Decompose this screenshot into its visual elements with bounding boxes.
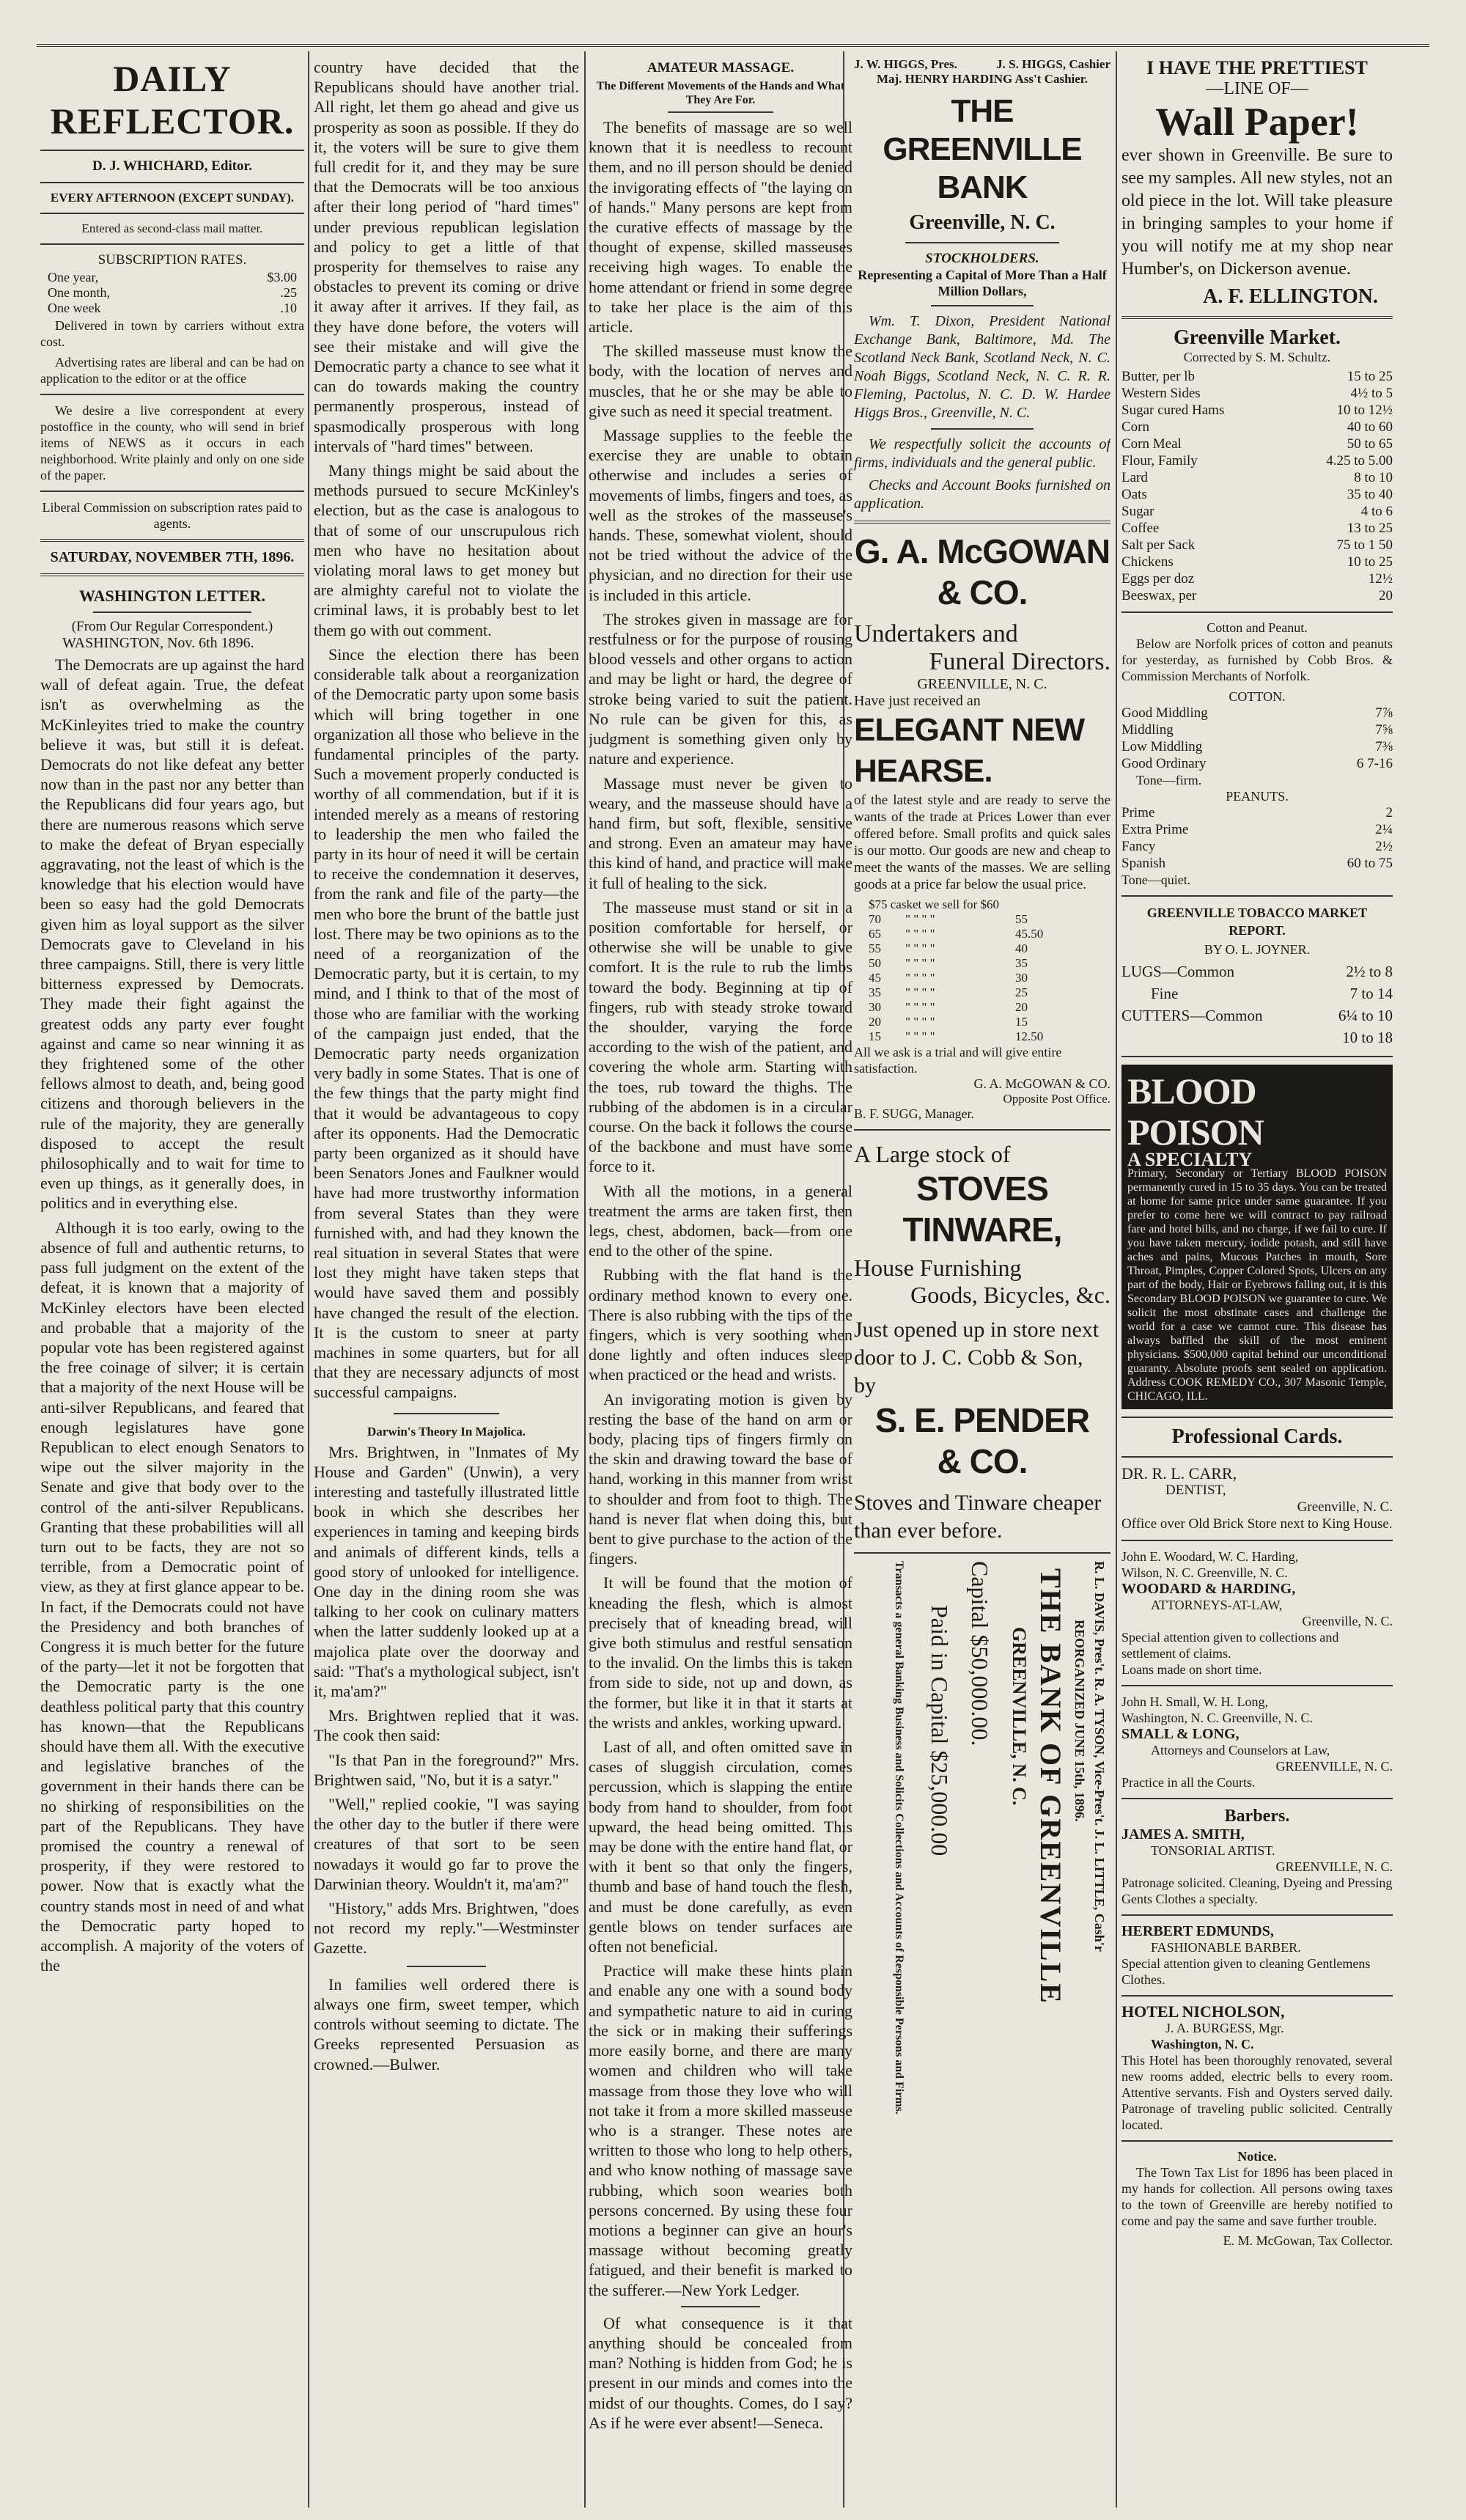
rates-note: Delivered in town by carriers without extra cost. xyxy=(40,318,304,349)
pender-cheaper: Stoves and Tinware cheaper than ever before. xyxy=(854,1491,1102,1543)
goods-line: Goods, Bicycles, &c. xyxy=(910,1282,1110,1308)
cotton-note: Below are Norfolk prices of cotton and peanuts for yesterday, as furnished by Cobb Bros. & Commission Merchants of Norfolk. xyxy=(1121,636,1393,683)
column-rule xyxy=(308,51,309,2508)
article-paragraph: Mrs. Brightwen replied that it was. The cook then said: xyxy=(314,1706,579,1745)
mcgowan-location: Opposite Post Office. xyxy=(1003,1092,1110,1106)
price-row: 30 " " " " 20 xyxy=(869,1000,1028,1014)
masthead: DAILY REFLECTOR. xyxy=(50,58,295,142)
article-dateline: WASHINGTON, Nov. 6th 1896. xyxy=(62,635,254,651)
stoves-headline: STOVES TINWARE, xyxy=(902,1169,1062,1249)
article-title: Darwin's Theory In Majolica. xyxy=(367,1424,526,1439)
bank-officers-2: Maj. HENRY HARDING Ass't Cashier. xyxy=(876,72,1089,86)
cotton-label: COTTON. xyxy=(1229,689,1286,704)
table-row: Low Middling 7⅜ xyxy=(1121,739,1393,754)
card-edmunds: HERBERT EDMUNDS, FASHIONABLE BARBER. Special attention given to cleaning Gentlemens Clothes. xyxy=(1121,1923,1371,1987)
price-row: 70 " " " " 55 xyxy=(869,912,1028,926)
bog-transacts: Transacts a general Banking Business and Solicits Collections and Accounts of Responsible Persons and Firms. xyxy=(893,1561,905,2115)
column-rule xyxy=(1116,51,1117,2508)
table-row: Extra Prime 2¼ xyxy=(1121,822,1393,837)
table-row: Sugar 4 to 6 xyxy=(1121,504,1393,519)
issue-date: SATURDAY, NOVEMBER 7TH, 1896. xyxy=(50,549,295,565)
article-paragraph: Massage supplies to the feeble the exercise they are unable to obtain otherwise and includes a series of movements of limbs, fingers and toes, as well as the strokes of the masseuse's hands. These, somewhat violent, should not be tried without the advice of the physician, and no direction for their use is included in this article. xyxy=(589,426,852,604)
price-row: 50 " " " " 35 xyxy=(869,956,1028,970)
mcgowan-city: GREENVILLE, N. C. xyxy=(917,676,1047,692)
table-row: Spanish 60 to 75 xyxy=(1121,856,1393,871)
bog-name: THE BANK OF GREENVILLE xyxy=(1034,1568,1067,2005)
peanut-tone: Tone—quiet. xyxy=(1121,873,1191,887)
article-paragraph: "Is that Pan in the foreground?" Mrs. Brightwen said, "No, but it is a satyr." xyxy=(314,1750,579,1789)
barbers-title: Barbers. xyxy=(1224,1807,1290,1826)
filler-paragraph: Of what consequence is it that anything should be concealed from man? Nothing is hidden from God; he is present in our minds and comes into the midst of our thoughts. Comes, do I say? As if he were ever absent!—Seneca. xyxy=(589,2313,852,2432)
table-row: 10 to 18 xyxy=(1342,1029,1393,1046)
trial-line: All we ask is a trial and will give entire satisfaction. xyxy=(854,1045,1062,1076)
article-paragraph: Massage must never be given to weary, and the masseuse should have a hand firm, but soft, flexible, sensitive and strong. Even an amateur may have this kind of hand, and practice will make it full of healing to the sick. xyxy=(589,774,852,892)
table-row: Fine 7 to 14 xyxy=(1151,985,1393,1002)
price-row: 20 " " " " 15 xyxy=(869,1015,1028,1029)
pender-opened: Just opened up in store next door to J. C. Cobb & Son, by xyxy=(854,1318,1100,1397)
article-title: WASHINGTON LETTER. xyxy=(79,587,265,605)
table-row: Eggs per doz 12½ xyxy=(1121,571,1393,587)
wallpaper-title: Wall Paper! xyxy=(1155,100,1359,144)
article-paragraph: The masseuse must stand or sit in a position comfortable for herself, or otherwise she will be unable to give comfort. It is the rule to rub the limbs toward the body. Beginning at tip of fingers, rub with steady stroke toward the shoulder, varying the force according to the wish of the patient, and covering the whole arm. Starting with the toes, rub toward the thighs. The rubbing of the abdomen is in a circular course. On the back it follows the course of the backbone and must have some force to it. xyxy=(589,897,852,1176)
table-row: Coffee 13 to 25 xyxy=(1121,521,1393,536)
notice-title: Notice. xyxy=(1237,2149,1277,2164)
blood-poison-specialty: A SPECIALTY xyxy=(1127,1149,1253,1170)
table-row: Good Middling 7⅞ xyxy=(1121,705,1393,721)
article-paragraph: Many things might be said about the methods pursued to secure McKinley's election, but as the case is analogous to that of some of our unscrupulous rich men who have no hesitation about violating moral laws to get money but are almighty careful not to violate the criminal laws, it is probably best to let them go with out comment. xyxy=(314,461,579,639)
article-paragraph: Last of all, and often omitted save in cases of sluggish circulation, comes percussion, which is slapping the entire body from hand to shoulder, from foot upward, the head being omitted. This may be done with the entire hand flat, or with it bent so that only the fingers, thumb and base of hand touch the flesh, and must be done carefully, as even gentle blows on tender surfaces are often not beneficial. xyxy=(589,1738,852,1956)
table-row: Prime 2 xyxy=(1121,805,1393,820)
card-nicholson: HOTEL NICHOLSON, J. A. BURGESS, Mgr. Washington, N. C. This Hotel has been thoroughly renovated, several new rooms added, electric bells to every room. Attentive servants. Fish and Oysters served daily. Patronage of traveling public solicited. Centrally located. xyxy=(1121,2002,1393,2132)
funeral-line: Funeral Directors. xyxy=(929,648,1110,675)
article-paragraph: An invigorating motion is given by resting the base of the hand on arm or body, placing tips of fingers firmly on the skin and drawing toward the base of hand, working in this manner from wrist to shoulder and from foot to thigh. The hand is never flat when doing this, but bent to give purchase to the action of the fingers. xyxy=(589,1389,852,1568)
article-paragraph: It will be found that the motion of kneading the flesh, which is almost precisely that of kneading bread, will give both stimulus and restful sensation to the invalid. On the limbs this is taken from side to side, not up and down, as the former, but like it in that it starts at the wrists and ankles, working upward. xyxy=(589,1573,852,1732)
casket-prices xyxy=(854,897,1110,1044)
blood-poison-ad xyxy=(1121,1065,1393,1409)
blood-poison-title: BLOOD POISON xyxy=(1127,1070,1264,1153)
card-woodard: John E. Woodard, W. C. Harding, Wilson, N. C. Greenville, N. C. WOODARD & HARDING, ATTORNEYS-AT-LAW, Greenville, N. C. Special attention given to collections and settlement of claims. Loans made on short time. xyxy=(1121,1549,1393,1677)
tobacco-byline: BY O. L. JOYNER. xyxy=(1204,942,1311,957)
article-paragraph: With all the motions, in a general treatment the arms are taken first, then legs, chest, abdomen, back—from one end to the other of the spine. xyxy=(589,1181,852,1260)
bog-paid-capital: Paid in Capital $25,000.00 xyxy=(927,1605,953,1856)
cotton-title: Cotton and Peanut. xyxy=(1207,620,1308,635)
article-paragraph: Rubbing with the flat hand is the ordinary method known to every one. There is also rubbing with the tips of the fingers, which is very soothing when done lightly and often induces sleep when practiced or the head and wrists. xyxy=(589,1265,852,1384)
article-subtitle: The Different Movements of the Hands and What They Are For. xyxy=(596,80,845,106)
bog-officers: R. L. DAVIS, Pres't. R. A. TYSON, Vice-Pres't. J. L. LITTLE, Cash'r xyxy=(1092,1561,1107,1952)
professional-cards-title: Professional Cards. xyxy=(1171,1425,1343,1448)
card-carr: DR. R. L. CARR, DENTIST, Greenville, N. C. Office over Old Brick Store next to King House. xyxy=(1121,1464,1393,1532)
top-rule xyxy=(37,44,1429,47)
table-row: Fancy 2½ xyxy=(1121,839,1393,854)
table-row: Good Ordinary 6 7-16 xyxy=(1121,756,1393,771)
price-heading: $75 casket we sell for $60 xyxy=(869,897,999,911)
table-row: Beeswax, per 20 xyxy=(1121,588,1393,603)
market-title: Greenville Market. xyxy=(1173,326,1341,349)
rates-list xyxy=(40,268,304,317)
table-row: Corn Meal 50 to 65 xyxy=(1121,436,1393,452)
article-byline: (From Our Regular Correspondent.) xyxy=(71,619,273,634)
market-corrected: Corrected by S. M. Schultz. xyxy=(1183,350,1331,364)
pender-co: & CO. xyxy=(937,1442,1028,1480)
rate-row: One year, $3.00 xyxy=(48,270,297,284)
mcgowan-signature: G. A. McGOWAN & CO. xyxy=(973,1076,1110,1091)
hearse-headline: ELEGANT NEW HEARSE. xyxy=(854,712,1085,789)
tobacco-title: GREENVILLE TOBACCO MARKET REPORT. xyxy=(1146,905,1368,938)
article-paragraph: "History," adds Mrs. Brightwen, "does not record my reply."—Westminster Gazette. xyxy=(314,1899,579,1958)
advertising-note: Advertising rates are liberal and can be had on application to the editor or at the office xyxy=(40,355,304,386)
bog-capital: Capital $50,000.00. xyxy=(967,1561,993,1746)
rates-title: SUBSCRIPTION RATES. xyxy=(97,252,247,268)
price-row: 55 " " " " 40 xyxy=(869,941,1028,955)
received-line: Have just received an xyxy=(854,693,981,709)
column-3 xyxy=(589,57,852,2499)
column-rule xyxy=(584,51,586,2508)
bank-officers: J. W. HIGGS, Pres. J. S. HIGGS, Cashier xyxy=(854,57,1110,71)
commission-note: Liberal Commission on subscription rates paid to agents. xyxy=(42,500,303,531)
rate-row: One month, .25 xyxy=(48,285,297,300)
price-row: 65 " " " " 45.50 xyxy=(869,927,1044,941)
card-smith: JAMES A. SMITH, TONSORIAL ARTIST. GREENVILLE, N. C. Patronage solicited. Cleaning, Dyeing and Pressing Gents Clothes a specialty. xyxy=(1121,1826,1393,1906)
mcgowan-manager: B. F. SUGG, Manager. xyxy=(854,1106,975,1121)
table-row: Oats 35 to 40 xyxy=(1121,487,1393,502)
market-table xyxy=(1121,368,1393,604)
cotton-table xyxy=(1121,705,1393,772)
table-row: Chickens 10 to 25 xyxy=(1121,554,1393,570)
bank-of-greenville-ad xyxy=(854,1561,1110,2115)
price-row: 35 " " " " 25 xyxy=(869,985,1028,999)
article-paragraph: The Democrats are up against the hard wall of defeat again. True, the defeat isn't as overwhelming as the McKinleyites tried to make the country believe it was, but still it is defeat. Democrats do not like defeat any better now than in the past nor any better than the Republicans did four years ago, but there are numerous reasons which serve to make the defeat of Bryan especially aggravating, not the least of which is the knowledge that his election would have been so easy had the gold Democrats given him as loyal support as the silver Democrats gave to Cleveland in his three campaigns. Still, there is very little bitterness expressed by Democrats. They made their fight against the greatest odds any party ever fought against and came so near winning it as they frightened some of the other fellows almost to death, and, being good citizens and thorough believers in the rule of the majority, they are generally disposed to accept the result philosophically and to wait for time to even up things, as it generally does, in politics and in everything else. xyxy=(40,655,304,1213)
bog-reorganized: REORGANIZED JUNE 15th, 1896. xyxy=(1072,1620,1087,1822)
stock-line: A Large stock of xyxy=(854,1141,1011,1167)
house-furnishing-line: House Furnishing xyxy=(854,1255,1022,1281)
ellington-signature: A. F. ELLINGTON. xyxy=(1203,285,1378,308)
column-1 xyxy=(40,57,304,2499)
bank-name: THE GREENVILLE BANK xyxy=(883,93,1082,205)
bank-capital-note: Representing a Capital of More Than a Half Million Dollars, xyxy=(858,268,1107,298)
editor-line: D. J. WHICHARD, Editor. xyxy=(92,158,252,174)
price-row: 45 " " " " 30 xyxy=(869,971,1028,985)
article-paragraph: Mrs. Brightwen, in "Inmates of My House and Garden" (Unwin), a very interesting and tastefully illustrated little book in which she describes her experiences in taming and keeping birds and animals of different kinds, tells a good story of unlooked for intelligence. One day in the dining room she was talking to her cook on culinary matters when the latter suddenly looked up at a majolica plate over the doorway and said: "That's a mythological subject, isn't it, ma'am?" xyxy=(314,1442,579,1701)
peanuts-table xyxy=(1121,804,1393,872)
article-paragraph: "Well," replied cookie, "I was saying the other day to the butler if there were creatures of that sort to be seen nowadays it would go far to prove the Darwinian theory. Wouldn't it, ma'am?" xyxy=(314,1795,579,1893)
tobacco-table xyxy=(1121,960,1393,1048)
table-row: Corn 40 to 60 xyxy=(1121,419,1393,435)
notice-text: The Town Tax List for 1896 has been placed in my hands for collection. All persons owing taxes to the town of Greenville are hereby notified to come and pay the same and save further trouble. xyxy=(1121,2165,1393,2228)
undertakers-line: Undertakers and xyxy=(854,620,1018,647)
table-row: Middling 7⅝ xyxy=(1121,722,1393,738)
entered-line: Entered as second-class mail matter. xyxy=(81,221,263,235)
article-paragraph: Since the election there has been considerable talk about a reorganization of the Democratic party upon some basis which will bring together in one organization all those who believe in the fundamental principles of the party. Such a movement properly conducted is worthy of all commendation, but if it is intended merely as a means of restoring to leadership the men who failed the party in its hour of need it will be certain to receive the condemnation it deserves, from the rank and file of the party—the men who bore the brunt of the battle just lost. There may be two opinions as to the need of a reorganization of the Democratic party, but it is certain, to my mind, and I think to that of the most of those who are familiar with the working of the campaign just ended, that the Democratic party needs organization very badly in some States. That is one of the few things that the party might find that it would be advantageous to copy after its opponents. Had the Democratic party been organized as it should have been Senators Jones and Faulkner would have had more trustworthy information from several States than they were furnished with, and had they known the real situation in several States that were lost they might have taken steps that would have saved them and possibly have changed the result of the election. It is the custom to sneer at party machines in some quarters, but for all that they are necessary adjuncts of most successful campaigns. xyxy=(314,644,579,1402)
bank-solicit: We respectfully solicit the accounts of firms, individuals and the general public. xyxy=(854,436,1110,471)
column-2 xyxy=(314,57,579,2499)
table-row: Salt per Sack 75 to 1 50 xyxy=(1121,537,1393,553)
pender-name: S. E. PENDER xyxy=(874,1401,1090,1439)
table-row: LUGS—Common 2½ to 8 xyxy=(1121,963,1393,980)
article-title: AMATEUR MASSAGE. xyxy=(647,60,795,76)
article-paragraph: country have decided that the Republicans should have another trial. All right, let them go ahead and give us prosperity as soon as possible. If they do it, the voters will be sure to give them full credit for it, and they may be sure that the Democrats will be too anxious after their long period of "hard times" under previous republican legislation and policy to get a little of that prosperity for themselves to raise any obstacles to prevent its coming or drive it away after it arrives. If they fail, as they have done before, the voters will see their mistake and will give the Democratic party a chance to see what it can do towards making the country permanently prosperous, instead of spasmodically prosperous with long intervals of "hard times" between. xyxy=(314,58,579,455)
table-row: CUTTERS—Common 6¼ to 10 xyxy=(1121,1007,1393,1024)
column-4 xyxy=(854,57,1110,2499)
table-row: Flour, Family 4.25 to 5.00 xyxy=(1121,453,1393,469)
article-paragraph: The skilled masseuse must know the body, with the location of nerves and muscles, that he or she may be able to give such as need it special treatment. xyxy=(589,342,852,420)
wallpaper-heading: I HAVE THE PRETTIEST xyxy=(1146,57,1368,78)
price-row: 15 " " " " 12.50 xyxy=(869,1029,1044,1043)
column-5 xyxy=(1121,57,1393,2499)
stockholders-list: Wm. T. Dixon, President National Exchange Bank, Baltimore, Md. The Scotland Neck Bank, Scotland Neck, N. C. Noah Biggs, Scotland Neck, N. C. R. R. Fleming, Pactolus, N. C. D. W. Hardee Higgs Bros., Greenville, N. C. xyxy=(854,313,1110,421)
filler-paragraph: In families well ordered there is always one firm, sweet temper, which controls without seeming to dictate. The Greeks represented Persuasion as crowned.—Bulwer. xyxy=(314,1975,579,2073)
table-row: Sugar cured Hams 10 to 12½ xyxy=(1121,403,1393,418)
peanuts-label: PEANUTS. xyxy=(1226,789,1289,804)
cotton-tone: Tone—firm. xyxy=(1136,773,1202,787)
article-paragraph: Although it is too early, owing to the absence of full and authentic returns, to pass full judgment on the extent of the defeat, it is known that a majority of McKinley electors have been elected and probable that a majority of the popular vote has been registered against the free coinage of silver; it is certain that a majority of the next House will be anti-silver Republicans, and feared that enough legislatures have gone Republican to elect enough Senators to wipe out the silver majority in the Senate and give that body over to the control of the anti-silver Republicans. Granting that these probabilities will all turn out to be facts, they are not so terrible, from a Democratic point of view, as they at first glance appear to be. In fact, if the Democrats could not have the Presidency and both branches of Congress it is much better for the future of the party—let it not be forgotten that the Democratic party is the one deathless political party that this country has known—that the Republicans should have them all. With the executive and legislative branches of the government in their hands there can be no shirking of responsibilities on the part of the Republicans. They have promised the country a renewal of prosperity, if they were restored to power. Now that is exactly what the country stands most in need of and what the Democratic party hoped to accomplish. A majority of the voters of the xyxy=(40,1218,304,1975)
mcgowan-name: G. A. McGOWAN & CO. xyxy=(854,532,1110,611)
bog-city: GREENVILLE, N. C. xyxy=(1009,1627,1030,1806)
notice-signature: E. M. McGowan, Tax Collector. xyxy=(1223,2233,1393,2248)
rate-row: One week .10 xyxy=(48,301,297,315)
wallpaper-line-of: —LINE OF— xyxy=(1206,79,1308,98)
bank-city: Greenville, N. C. xyxy=(909,211,1056,234)
schedule-line: EVERY AFTERNOON (EXCEPT SUNDAY). xyxy=(50,191,295,205)
card-small-long: John H. Small, W. H. Long, Washington, N. C. Greenville, N. C. SMALL & LONG, Attorneys and Counselors at Law, GREENVILLE, N. C. Practice in all the Courts. xyxy=(1121,1694,1393,1790)
blood-poison-text: Primary, Secondary or Tertiary BLOOD POISON permanently cured in 15 to 35 days. You can be treated at home for same price under same guarantee. If you prefer to come here we will contract to pay railroad fare and hotel bills, and no charge, if we fail to cure. If you have taken mercury, iodide potash, and still have aches and pains, Mucous Patches in mouth, Sore Throat, Pimples, Copper Colored Spots, Ulcers on any part of the body, Hair or Eyebrows falling out, it is this Secondary BLOOD POISON we guarantee to cure. We solicit the most obstinate cases and challenge the world for a case we cannot cure. This disease has always baffled the skill of the most eminent physicians. $500,000 capital behind our unconditional guaranty. Absolute proofs sent sealed on application. Address COOK REMEDY CO., 307 Masonic Temple, CHICAGO, ILL. xyxy=(1127,1167,1387,1403)
table-row: Butter, per lb 15 to 25 xyxy=(1121,369,1393,384)
article-paragraph: The benefits of massage are so well known that it is needless to recount them, and no ill person should be denied the invigorating effects of "the laying on of hands." Many persons are kept from the curative effects of massage by the thought of expense, skilled masseuses receiving high wages. To enable the home attendant or friend in some degree to take her place is the aim of this article. xyxy=(589,118,852,337)
article-paragraph: Practice will make these hints plain and enable any one with a sound body and sympathetic nature to aid in curing the sick or in making their sufferings more easily borne, and there are many women and children who will take massage from those they love who will not take it from a more skilled masseuse who is a stranger. These notes are written to those who long to help others, and who know nothing of massage save rubbing, which soon wearies both persons concerned. By using these four motions a beginner can give an hour's massage without becoming greatly fatigued, and their benefit is marked to the sufferer.—New York Ledger. xyxy=(589,1961,852,2299)
table-row: Western Sides 4½ to 5 xyxy=(1121,386,1393,401)
wallpaper-text: ever shown in Greenville. Be sure to see my samples. All new styles, not an old piece in the lot. Will take pleasure in bringing samples to your home if you will notify me at my shop near Humber's, on Dickerson avenue. xyxy=(1121,146,1393,279)
table-row: Lard 8 to 10 xyxy=(1121,470,1393,485)
mcgowan-text: of the latest style and are ready to serve the wants of the trade at Prices Lower than ever offered before. Small profits and quick sales is our motto. Our goods are new and cheap to meet the wants of the masses. We are selling goods at a price far below the usual price. xyxy=(854,793,1110,892)
correspondent-note: We desire a live correspondent at every postoffice in the county, who will send in brief items of NEWS as it occurs in each neighborhood. Write plainly and only on one side of the paper. xyxy=(40,403,304,482)
article-paragraph: The strokes given in massage are for restfulness or for the purpose of rousing blood vessels and other organs to action and may be light or hard, the degree of stroke being varied to suit the patient. No rule can be given for this, as judgment is something given only by nature and experience. xyxy=(589,609,852,768)
stockholders-heading: STOCKHOLDERS. xyxy=(925,251,1039,266)
bank-checks: Checks and Account Books furnished on application. xyxy=(854,477,1110,512)
